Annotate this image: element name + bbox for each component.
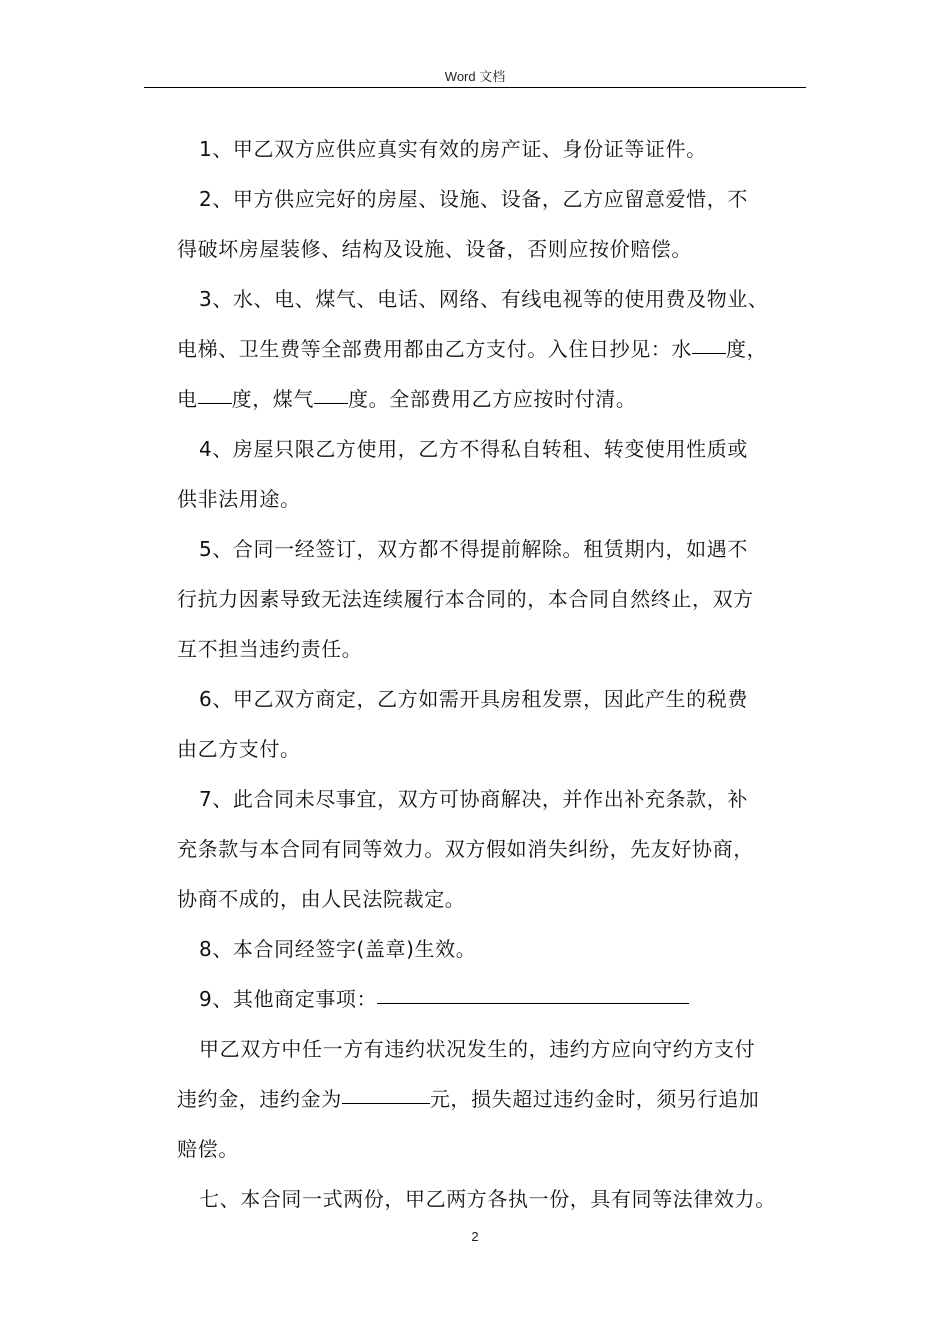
header-rule xyxy=(144,87,806,88)
document-body xyxy=(177,124,817,1224)
other-matters-blank xyxy=(377,979,689,1004)
clause-1: 1、甲乙双方应供应真实有效的房产证、身份证等证件。 xyxy=(199,137,707,161)
clause-4-line-1: 4、房屋只限乙方使用，乙方不得私自转租、转变使用性质或 xyxy=(199,437,748,461)
clause-7-line-2: 充条款与本合同有同等效力。双方假如消失纠纷，先友好协商， xyxy=(177,837,754,861)
clause-3-line-3-text-a: 电 xyxy=(177,387,198,411)
gas-reading-blank xyxy=(314,379,348,404)
clause-9 xyxy=(177,974,817,1024)
clause-5-line-2: 行抗力因素导致无法连续履行本合同的，本合同自然终止，双方 xyxy=(177,587,754,611)
header-title: Word 文档 xyxy=(444,69,506,84)
clause-7-line-3: 协商不成的，由人民法院裁定。 xyxy=(177,887,466,911)
clause-7-line-1: 7、此合同未尽事宜，双方可协商解决，并作出补充条款，补 xyxy=(199,787,748,811)
breach-line-3: 赔偿。 xyxy=(177,1137,239,1161)
page-number: 2 xyxy=(471,1229,479,1244)
clause-3-line-3-text-b: 度，煤气 xyxy=(231,387,315,411)
clause-2-line-2: 得破坏房屋装修、结构及设施、设备，否则应按价赔偿。 xyxy=(177,237,692,261)
clause-4-line-2: 供非法用途。 xyxy=(177,487,301,511)
breach-line-1: 甲乙双方中任一方有违约状况发生的，违约方应向守约方支付 xyxy=(199,1037,756,1061)
clause-5-line-1: 5、合同一经签订，双方都不得提前解除。租赁期内，如遇不 xyxy=(199,537,748,561)
clause-8: 8、本合同经签字(盖章)生效。 xyxy=(199,937,477,961)
clause-9-text: 9、其他商定事项： xyxy=(199,987,378,1011)
electricity-reading-blank xyxy=(198,379,232,404)
penalty-amount-blank xyxy=(342,1079,430,1104)
clause-6-line-2: 由乙方支付。 xyxy=(177,737,301,761)
clause-3-line-3 xyxy=(177,374,817,424)
breach-line-2-text-b: 元，损失超过违约金时，须另行追加 xyxy=(429,1087,760,1111)
clause-5-line-3: 互不担当违约责任。 xyxy=(177,637,363,661)
clause-3-line-2-text-b: 度， xyxy=(726,337,768,361)
clause-6-line-1: 6、甲乙双方商定，乙方如需开具房租发票，因此产生的税费 xyxy=(199,687,748,711)
clause-2-line-1: 2、甲方供应完好的房屋、设施、设备，乙方应留意爱惜，不 xyxy=(199,187,748,211)
breach-line-2-text-a: 违约金，违约金为 xyxy=(177,1087,342,1111)
clause-3-line-1: 3、水、电、煤气、电话、网络、有线电视等的使用费及物业、 xyxy=(199,287,769,311)
clause-3-line-3-text-c: 度。全部费用乙方应按时付清。 xyxy=(348,387,637,411)
clause-3-line-2-text-a: 电梯、卫生费等全部费用都由乙方支付。入住日抄见：水 xyxy=(177,337,692,361)
breach-line-2 xyxy=(177,1074,817,1124)
water-reading-blank xyxy=(692,329,726,354)
clause-seven: 七、本合同一式两份，甲乙两方各执一份，具有同等法律效力。 xyxy=(199,1187,776,1211)
clause-3-line-2 xyxy=(177,324,817,374)
